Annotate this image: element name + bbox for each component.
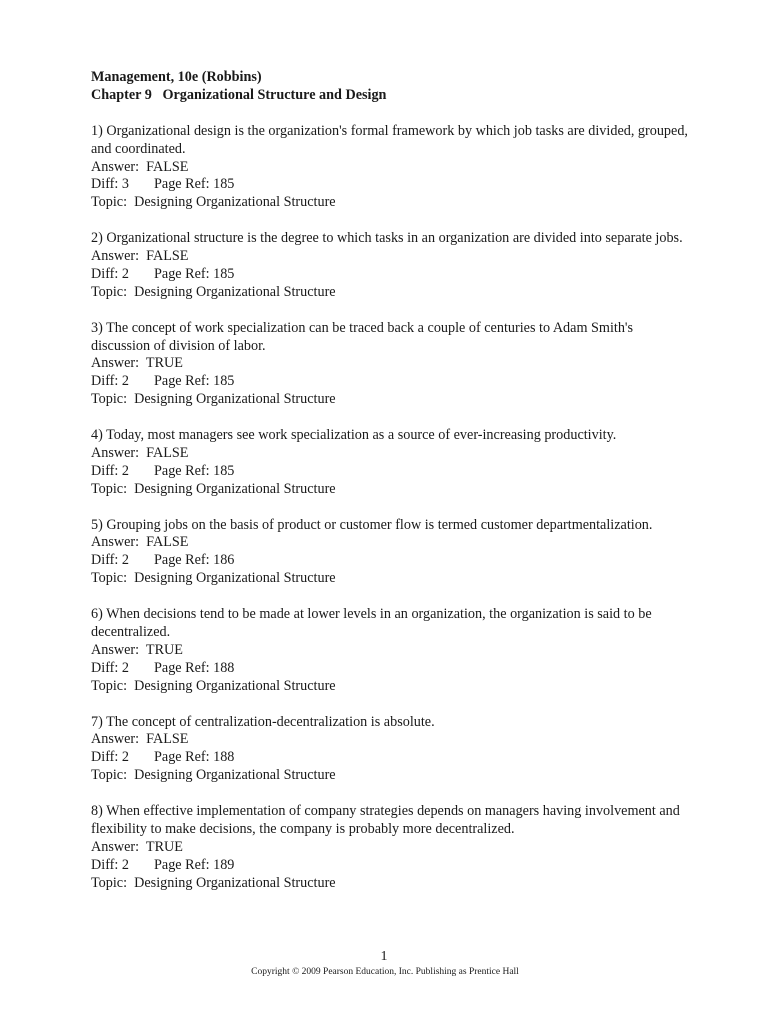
- question-difficulty: Diff: 2: [91, 265, 129, 282]
- question-text: 8) When effective implementation of company strategies depends on managers having involvement and flexibility to make decisions, the company is probably more decentralized.: [91, 803, 680, 837]
- book-title: Management, 10e (Robbins): [91, 69, 262, 85]
- question-text: 4) Today, most managers see work specialization as a source of ever-increasing productivity.: [91, 427, 617, 444]
- question-page-ref: Page Ref: 188: [154, 749, 235, 766]
- question-answer: Answer: FALSE: [91, 158, 189, 175]
- question-difficulty: Diff: 2: [91, 462, 129, 479]
- question-text: 3) The concept of work specialization can be traced back a couple of centuries to Adam Smith's discussion of division of labor.: [91, 319, 634, 354]
- question-difficulty-row: [91, 373, 691, 391]
- question-difficulty-row: [91, 749, 691, 767]
- question-topic: Topic: Designing Organizational Structure: [91, 283, 336, 300]
- question-answer: Answer: FALSE: [91, 444, 189, 461]
- question-text: 1) Organizational design is the organization's formal framework by which job tasks are divided, grouped, and coordinated.: [91, 122, 688, 157]
- question-page-ref: Page Ref: 186: [154, 552, 235, 569]
- question-page-ref: Page Ref: 189: [154, 856, 235, 873]
- question-topic: Topic: Designing Organizational Structure: [91, 480, 336, 497]
- question-difficulty: Diff: 2: [91, 552, 129, 569]
- chapter-title: Chapter 9 Organizational Structure and Design: [91, 86, 387, 103]
- question-page-ref: Page Ref: 188: [154, 659, 235, 676]
- question-answer: Answer: TRUE: [91, 838, 183, 855]
- question-text: 2) Organizational structure is the degree to which tasks in an organization are divided into separate jobs.: [91, 230, 683, 247]
- question-text: 7) The concept of centralization-decentralization is absolute.: [91, 713, 435, 730]
- question-topic: Topic: Designing Organizational Structure: [91, 391, 336, 408]
- question-difficulty-row: [91, 660, 691, 678]
- question-answer: Answer: FALSE: [91, 731, 189, 748]
- page-footer: [0, 949, 768, 978]
- question-answer: Answer: TRUE: [91, 641, 183, 658]
- document-body: [91, 69, 691, 910]
- question-difficulty-row: [91, 463, 691, 481]
- question-answer: Answer: TRUE: [91, 355, 183, 372]
- question-text: 6) When decisions tend to be made at lower levels in an organization, the organization is said to be decentralized.: [91, 606, 652, 640]
- document-header: [91, 69, 691, 105]
- page-number: 1: [380, 949, 388, 964]
- question-page-ref: Page Ref: 185: [154, 373, 235, 390]
- question-difficulty-row: [91, 857, 691, 875]
- copyright-notice: Copyright © 2009 Pearson Education, Inc. Publishing as Prentice Hall: [251, 967, 519, 977]
- question-item: [91, 123, 691, 213]
- question-page-ref: Page Ref: 185: [154, 176, 235, 193]
- question-item: [91, 803, 691, 893]
- question-item: [91, 320, 691, 410]
- question-item: [91, 517, 691, 589]
- question-item: [91, 427, 691, 499]
- question-page-ref: Page Ref: 185: [154, 462, 235, 479]
- question-answer: Answer: FALSE: [91, 248, 189, 265]
- question-text: 5) Grouping jobs on the basis of product or customer flow is termed customer departmentalization.: [91, 516, 653, 533]
- question-item: [91, 230, 691, 302]
- question-difficulty-row: [91, 176, 691, 194]
- question-answer: Answer: FALSE: [91, 534, 189, 551]
- question-difficulty: Diff: 3: [91, 176, 129, 193]
- question-page-ref: Page Ref: 185: [154, 265, 235, 282]
- question-difficulty-row: [91, 552, 691, 570]
- question-topic: Topic: Designing Organizational Structure: [91, 874, 336, 891]
- question-topic: Topic: Designing Organizational Structure: [91, 194, 336, 211]
- question-difficulty: Diff: 2: [91, 373, 129, 390]
- question-item: [91, 714, 691, 786]
- question-topic: Topic: Designing Organizational Structure: [91, 570, 336, 587]
- question-difficulty: Diff: 2: [91, 749, 129, 766]
- question-difficulty-row: [91, 266, 691, 284]
- question-topic: Topic: Designing Organizational Structure: [91, 677, 336, 694]
- question-topic: Topic: Designing Organizational Structure: [91, 767, 336, 784]
- question-item: [91, 606, 691, 696]
- question-difficulty: Diff: 2: [91, 856, 129, 873]
- question-difficulty: Diff: 2: [91, 659, 129, 676]
